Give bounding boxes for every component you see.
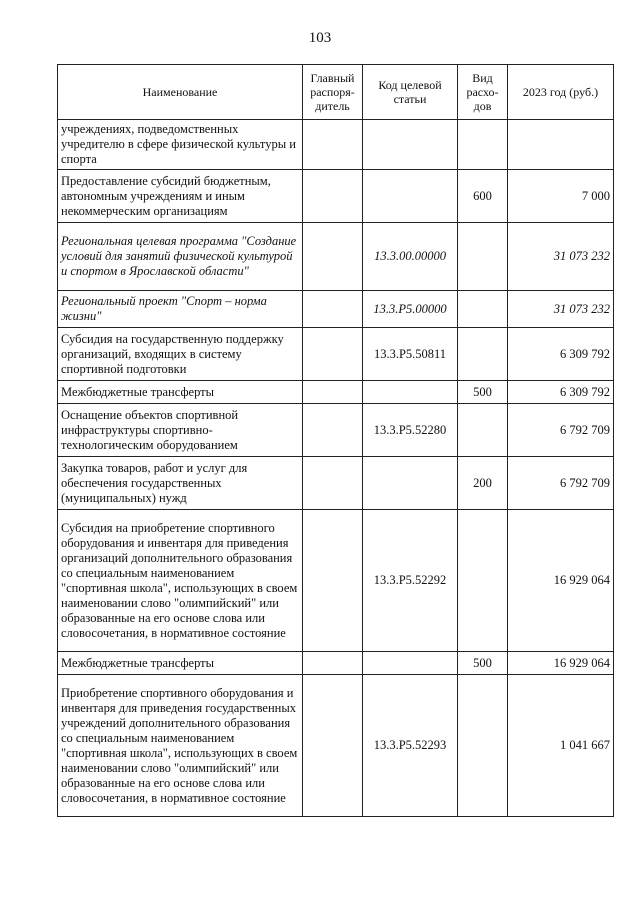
table-row bbox=[58, 120, 614, 170]
row-amount: 6 309 792 bbox=[508, 381, 614, 404]
row-amount: 6 309 792 bbox=[508, 328, 614, 381]
row-code: 13.3.P5.52292 bbox=[363, 510, 458, 652]
table-row bbox=[58, 652, 614, 675]
row-amount: 16 929 064 bbox=[508, 510, 614, 652]
header-amount: 2023 год (руб.) bbox=[508, 65, 614, 120]
row-code: 13.3.P5.50811 bbox=[363, 328, 458, 381]
row-type: 500 bbox=[458, 381, 508, 404]
row-amount: 16 929 064 bbox=[508, 652, 614, 675]
row-amount: 6 792 709 bbox=[508, 404, 614, 457]
row-type bbox=[458, 404, 508, 457]
row-manager bbox=[303, 652, 363, 675]
row-type: 600 bbox=[458, 170, 508, 223]
row-manager bbox=[303, 223, 363, 291]
row-code bbox=[363, 457, 458, 510]
row-code: 13.3.P5.00000 bbox=[363, 291, 458, 328]
row-code bbox=[363, 381, 458, 404]
row-code: 13.3.P5.52280 bbox=[363, 404, 458, 457]
row-name: Субсидия на государственную поддержку организаций, входящих в систему спортивной подготовки bbox=[58, 328, 303, 381]
row-manager bbox=[303, 675, 363, 817]
row-name: Субсидия на приобретение спортивного оборудования и инвентаря для приведения организаций дополнительного образования со специальным наименованием "спортивная школа", использующих в своем наименовании слово "олимпийский" или образованные на его основе слова или словосочетания, в нормативное состояние bbox=[58, 510, 303, 652]
row-manager bbox=[303, 328, 363, 381]
table-row bbox=[58, 381, 614, 404]
table-row bbox=[58, 170, 614, 223]
row-amount: 7 000 bbox=[508, 170, 614, 223]
row-code bbox=[363, 120, 458, 170]
table-row bbox=[58, 291, 614, 328]
row-manager bbox=[303, 510, 363, 652]
row-manager bbox=[303, 381, 363, 404]
row-amount: 31 073 232 bbox=[508, 223, 614, 291]
header-type: Вид расхо-дов bbox=[458, 65, 508, 120]
row-amount: 6 792 709 bbox=[508, 457, 614, 510]
row-type: 200 bbox=[458, 457, 508, 510]
row-type bbox=[458, 291, 508, 328]
table-row bbox=[58, 223, 614, 291]
table-row bbox=[58, 404, 614, 457]
table-row bbox=[58, 457, 614, 510]
row-manager bbox=[303, 120, 363, 170]
row-code: 13.3.00.00000 bbox=[363, 223, 458, 291]
row-manager bbox=[303, 170, 363, 223]
row-name: Региональный проект "Спорт – норма жизни" bbox=[58, 291, 303, 328]
row-name: Региональная целевая программа "Создание условий для занятий физической культурой и спортом в Ярославской области" bbox=[58, 223, 303, 291]
row-code bbox=[363, 170, 458, 223]
row-name: Приобретение спортивного оборудования и инвентаря для приведения государственных учреждений дополнительного образования со специальным наименованием "спортивная школа", использующих в своем наименовании слово "олимпийский" или образованные на его основе слова или словосочетания, в нормативное состояние bbox=[58, 675, 303, 817]
row-name: Межбюджетные трансферты bbox=[58, 652, 303, 675]
row-manager bbox=[303, 457, 363, 510]
header-manager: Главный распоря-дитель bbox=[303, 65, 363, 120]
row-name: Межбюджетные трансферты bbox=[58, 381, 303, 404]
table-row bbox=[58, 510, 614, 652]
row-name: учреждениях, подведомственных учредителю в сфере физической культуры и спорта bbox=[58, 120, 303, 170]
table-header-row bbox=[58, 65, 614, 120]
row-type bbox=[458, 223, 508, 291]
row-name: Оснащение объектов спортивной инфраструктуры спортивно-технологическим оборудованием bbox=[58, 404, 303, 457]
page-number: 103 bbox=[308, 30, 332, 46]
row-type bbox=[458, 675, 508, 817]
row-amount: 1 041 667 bbox=[508, 675, 614, 817]
row-manager bbox=[303, 404, 363, 457]
table-row bbox=[58, 675, 614, 817]
row-amount bbox=[508, 120, 614, 170]
row-type: 500 bbox=[458, 652, 508, 675]
table-row bbox=[58, 328, 614, 381]
row-code bbox=[363, 652, 458, 675]
budget-table bbox=[57, 64, 614, 817]
row-code: 13.3.P5.52293 bbox=[363, 675, 458, 817]
row-type bbox=[458, 328, 508, 381]
row-manager bbox=[303, 291, 363, 328]
row-type bbox=[458, 120, 508, 170]
header-name: Наименование bbox=[58, 65, 303, 120]
row-type bbox=[458, 510, 508, 652]
row-name: Предоставление субсидий бюджетным, автономным учреждениям и иным некоммерческим организациям bbox=[58, 170, 303, 223]
row-name: Закупка товаров, работ и услуг для обеспечения государственных (муниципальных) нужд bbox=[58, 457, 303, 510]
row-amount: 31 073 232 bbox=[508, 291, 614, 328]
header-code: Код целевой статьи bbox=[363, 65, 458, 120]
